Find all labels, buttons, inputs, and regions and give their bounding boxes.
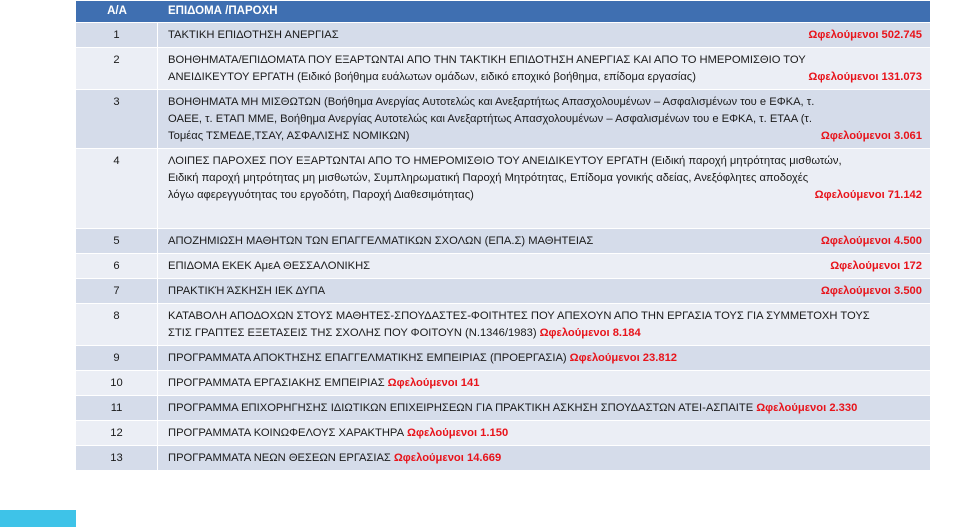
description-text: ΠΡΟΓΡΑΜΜΑΤΑ ΝΕΩΝ ΘΕΣΕΩΝ ΕΡΓΑΣΙΑΣ <box>168 452 391 464</box>
beneficiaries-count: Ωφελούμενοι 131.073 <box>808 71 922 83</box>
column-header-benefit: ΕΠΙΔΟΜΑ /ΠΑΡΟΧΗ <box>158 1 930 22</box>
description-text: ΠΡΟΓΡΑΜΜΑΤΑ ΑΠΟΚΤΗΣΗΣ ΕΠΑΓΓΕΛΜΑΤΙΚΗΣ ΕΜΠΕΙΡΙΑΣ (ΠΡΟΕΡΓΑΣΙΑ) <box>168 352 567 364</box>
accent-bar <box>0 510 76 527</box>
table-row <box>76 446 930 470</box>
description-line <box>168 450 922 467</box>
description-text: Τομέας ΤΣΜΕΔΕ,ΤΣΑΥ, ΑΣΦΑΛΙΣΗΣ ΝΟΜΙΚΩΝ) <box>168 130 410 142</box>
description-line <box>168 350 922 367</box>
description-line <box>168 425 922 442</box>
row-description-cell <box>158 304 930 345</box>
table-row <box>76 421 930 445</box>
row-description <box>168 52 922 86</box>
beneficiaries-count: Ωφελούμενοι 3.500 <box>820 285 922 297</box>
row-description <box>168 350 922 367</box>
description-line <box>168 170 922 187</box>
row-description <box>168 425 922 442</box>
table-row <box>76 229 930 253</box>
description-text: ΑΝΕΙΔΙΚΕΥΤΟΥ ΕΡΓΑΤΗ (Ειδικό βοήθημα ευάλωτων ομάδων, ειδικό εποχικό βοήθημα, επίδομα εργασίας) <box>168 71 696 83</box>
description-text: ΒΟΗΘΗΜΑΤΑ ΜΗ ΜΙΣΘΩΤΩΝ (Βοήθημα Ανεργίας Αυτοτελώς και Ανεξαρτήτως Απασχολουμένων – Ασφαλισμένων του e ΕΦΚΑ, τ. <box>168 96 815 108</box>
description-text: ΚΑΤΑΒΟΛΗ ΑΠΟΔΟΧΩΝ ΣΤΟΥΣ ΜΑΘΗΤΕΣ-ΣΠΟΥΔΑΣΤΕΣ-ΦΟΙΤΗΤΕΣ ΠΟΥ ΑΠΕΧΟΥΝ ΑΠΟ ΤΗΝ ΕΡΓΑΣΙΑ ΤΟΥΣ ΓΙΑ ΣΥΜΜΕΤΟΧΗ ΤΟΥΣ <box>168 310 870 322</box>
beneficiaries-count: Ωφελούμενοι 141 <box>387 377 480 389</box>
row-number: 11 <box>76 396 158 420</box>
description-text: ΤΑΚΤΙΚΗ ΕΠΙΔΟΤΗΣΗ ΑΝΕΡΓΙΑΣ <box>168 29 339 41</box>
description-line <box>168 325 922 342</box>
row-description <box>168 233 922 250</box>
beneficiaries-count: Ωφελούμενοι 172 <box>830 260 922 272</box>
description-text: ΠΡΟΓΡΑΜΜΑΤΑ ΕΡΓΑΣΙΑΚΗΣ ΕΜΠΕΙΡΙΑΣ <box>168 377 385 389</box>
table-row <box>76 23 930 47</box>
row-description <box>168 450 922 467</box>
description-text: ΑΠΟΖΗΜΙΩΣΗ ΜΑΘΗΤΩΝ ΤΩΝ ΕΠΑΓΓΕΛΜΑΤΙΚΩΝ ΣΧΟΛΩΝ (ΕΠΑ.Σ) ΜΑΘΗΤΕΙΑΣ <box>168 235 594 247</box>
description-line <box>168 27 922 44</box>
description-line <box>168 308 922 325</box>
beneficiaries-count: Ωφελούμενοι 23.812 <box>569 352 678 364</box>
row-description <box>168 27 922 44</box>
description-line <box>168 258 922 275</box>
description-line <box>168 400 922 417</box>
row-description-cell <box>158 421 930 445</box>
beneficiaries-count: Ωφελούμενοι 2.330 <box>756 402 858 414</box>
table-row <box>76 149 930 228</box>
description-line <box>168 94 922 111</box>
description-line <box>168 283 922 300</box>
description-line <box>168 187 922 204</box>
beneficiaries-count: Ωφελούμενοι 3.061 <box>820 130 922 142</box>
description-text: ΠΡΟΓΡΑΜΜΑΤΑ ΚΟΙΝΩΦΕΛΟΥΣ ΧΑΡΑΚΤΗΡΑ <box>168 427 405 439</box>
row-number: 1 <box>76 23 158 47</box>
row-description <box>168 308 922 342</box>
beneficiaries-count: Ωφελούμενοι 8.184 <box>539 327 641 339</box>
row-number: 7 <box>76 279 158 303</box>
row-description <box>168 258 922 275</box>
table-row <box>76 90 930 148</box>
benefits-table-container <box>76 0 930 471</box>
table-body <box>76 23 930 470</box>
row-description <box>168 153 922 204</box>
table-row <box>76 254 930 278</box>
table-row <box>76 304 930 345</box>
table-header-row <box>76 1 930 22</box>
description-text: ΣΤΙΣ ΓΡΑΠΤΕΣ ΕΞΕΤΑΣΕΙΣ ΤΗΣ ΣΧΟΛΗΣ ΠΟΥ ΦΟΙΤΟΥΝ (Ν.1346/1983) <box>168 327 537 339</box>
description-text: ΛΟΙΠΕΣ ΠΑΡΟΧΕΣ ΠΟΥ ΕΞΑΡΤΩΝΤΑΙ ΑΠΟ ΤΟ ΗΜΕΡΟΜΙΣΘΙΟ ΤΟΥ ΑΝΕΙΔΙΚΕΥΤΟΥ ΕΡΓΑΤΗ (Ειδική παροχή μητρότητας μισθωτών, <box>168 155 842 167</box>
row-description-cell <box>158 229 930 253</box>
row-description-cell <box>158 254 930 278</box>
row-number: 9 <box>76 346 158 370</box>
description-text: ΒΟΗΘΗΜΑΤΑ/ΕΠΙΔΟΜΑΤΑ ΠΟΥ ΕΞΑΡΤΩΝΤΑΙ ΑΠΟ ΤΗΝ ΤΑΚΤΙΚΗ ΕΠΙΔΟΤΗΣΗ ΑΝΕΡΓΙΑΣ ΚΑΙ ΑΠΟ ΤΟ ΗΜΕΡΟΜΙΣΘΙΟ ΤΟΥ <box>168 54 806 66</box>
table-row <box>76 371 930 395</box>
description-text: ΟΑΕΕ, τ. ΕΤΑΠ ΜΜΕ, Βοήθημα Ανεργίας Αυτοτελώς και Ανεξαρτήτως Απασχολουμένων – Ασφαλισμένων του e ΕΦΚΑ, τ. ΕΤΑΑ (τ. <box>168 113 812 125</box>
beneficiaries-count: Ωφελούμενοι 1.150 <box>407 427 509 439</box>
description-text: ΠΡΟΓΡΑΜΜΑ ΕΠΙΧΟΡΗΓΗΣΗΣ ΙΔΙΩΤΙΚΩΝ ΕΠΙΧΕΙΡΗΣΕΩΝ ΓΙΑ ΠΡΑΚΤΙΚΗ ΑΣΚΗΣΗ ΣΠΟΥΔΑΣΤΩΝ ΑΤΕΙ-ΑΣΠΑΙΤΕ <box>168 402 754 414</box>
description-line <box>168 153 922 170</box>
row-description-cell <box>158 371 930 395</box>
row-description-cell <box>158 48 930 89</box>
row-description-cell <box>158 446 930 470</box>
row-description-cell <box>158 396 930 420</box>
table-row <box>76 279 930 303</box>
row-number: 3 <box>76 90 158 148</box>
row-number: 6 <box>76 254 158 278</box>
row-description <box>168 283 922 300</box>
beneficiaries-count: Ωφελούμενοι 71.142 <box>814 189 922 201</box>
row-description <box>168 400 922 417</box>
beneficiaries-count: Ωφελούμενοι 502.745 <box>808 29 922 41</box>
table-row <box>76 346 930 370</box>
row-number: 8 <box>76 304 158 345</box>
description-line <box>168 52 922 69</box>
beneficiaries-count: Ωφελούμενοι 4.500 <box>820 235 922 247</box>
row-description <box>168 94 922 145</box>
description-line <box>168 128 922 145</box>
row-number: 13 <box>76 446 158 470</box>
row-number: 12 <box>76 421 158 445</box>
row-description-cell <box>158 23 930 47</box>
benefits-table <box>76 0 930 471</box>
description-line <box>168 375 922 392</box>
description-text: λόγω αφερεγγυότητας του εργοδότη, Παροχή Διαθεσιμότητας) <box>168 189 474 201</box>
row-number: 5 <box>76 229 158 253</box>
description-text: ΠΡΑΚΤΙΚΉ ΆΣΚΗΣΗ ΙΕΚ ΔΥΠΑ <box>168 285 326 297</box>
description-line <box>168 233 922 250</box>
description-line <box>168 111 922 128</box>
table-row <box>76 48 930 89</box>
beneficiaries-count: Ωφελούμενοι 14.669 <box>393 452 502 464</box>
description-line <box>168 69 922 86</box>
column-header-number: Α/Α <box>76 1 158 22</box>
table-row <box>76 396 930 420</box>
description-text: Ειδική παροχή μητρότητας μη μισθωτών, Συμπληρωματική Παροχή Μητρότητας, Επίδομα γονικής αδείας, Ανεξόφλητες αποδοχές <box>168 172 809 184</box>
row-number: 4 <box>76 149 158 228</box>
row-number: 10 <box>76 371 158 395</box>
description-text: ΕΠΙΔΟΜΑ ΕΚΕΚ ΑμεΑ ΘΕΣΣΑΛΟΝΙΚΗΣ <box>168 260 371 272</box>
row-description-cell <box>158 279 930 303</box>
row-description-cell <box>158 346 930 370</box>
row-description-cell <box>158 149 930 228</box>
row-number: 2 <box>76 48 158 89</box>
row-description <box>168 375 922 392</box>
row-description-cell <box>158 90 930 148</box>
